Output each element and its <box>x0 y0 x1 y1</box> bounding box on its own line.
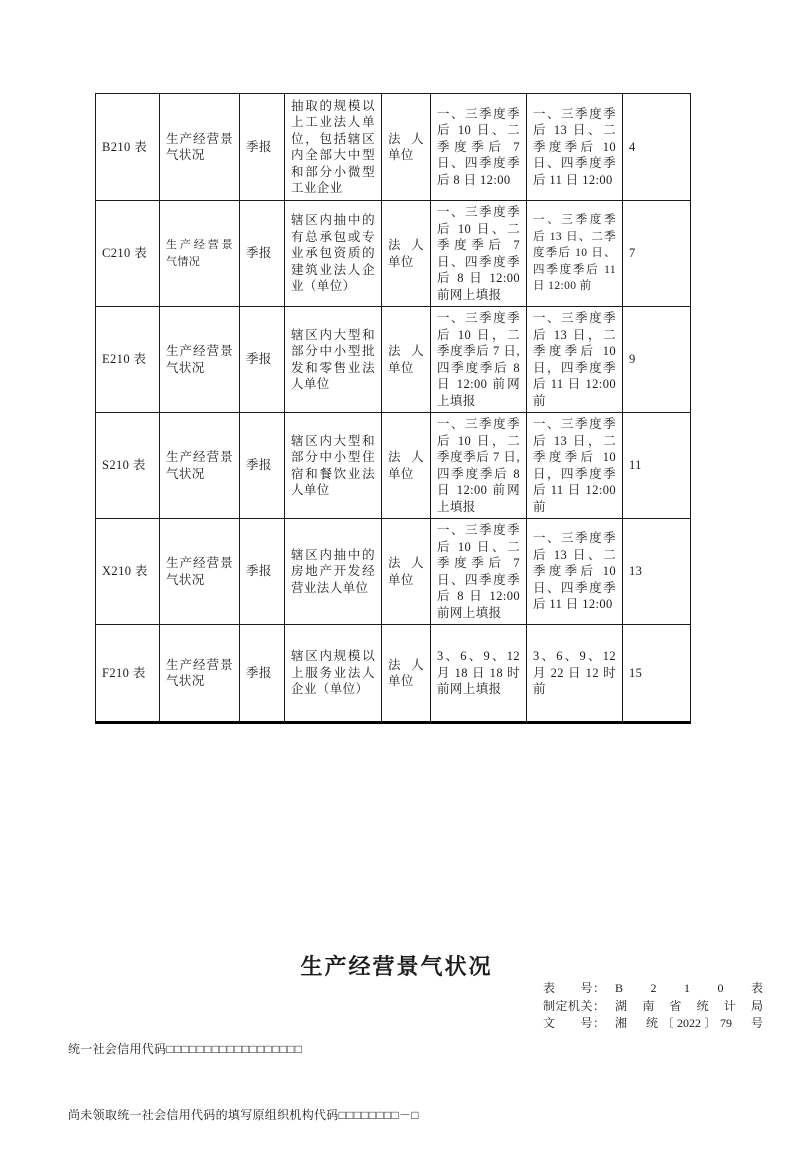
table-row <box>96 625 691 723</box>
cell-scope: 辖区内抽中的有总承包或专业承包资质的建筑业法人企业（单位） <box>285 201 382 307</box>
table-row <box>96 519 691 625</box>
cell-unit: 法人单位 <box>382 94 431 201</box>
cell-page-no: 15 <box>623 625 691 723</box>
document-number-value: 湘 统〔2022〕79 号 <box>615 1016 763 1030</box>
cell-scope: 辖区内大型和部分中小型住宿和餐饮业法人单位 <box>285 413 382 519</box>
cell-scope: 辖区内大型和部分中小型批发和零售业法人单位 <box>285 307 382 413</box>
issuing-agency-label: 制定机关： <box>543 998 605 1013</box>
forms-catalog-table <box>95 93 691 724</box>
form-number-label: 表 号： <box>543 981 605 995</box>
cell-form-name: 生产经营景气状况 <box>160 413 240 519</box>
org-code-line: 尚未领取统一社会信用代码的填写原组织机构代码□□□□□□□□－□ <box>68 1108 419 1122</box>
cell-form-name: 生产经营景气状况 <box>160 94 240 201</box>
cell-page-no: 7 <box>623 201 691 307</box>
form-number-value: B 2 1 0 表 <box>615 981 763 995</box>
cell-report-deadline: 一、三季度季后 10 日、二季度季后 7 日、四季度季后 8 日 12:00 前网上填报 <box>431 201 527 307</box>
cell-form-id: X210 表 <box>96 519 160 625</box>
cell-page-no: 13 <box>623 519 691 625</box>
cell-frequency: 季报 <box>240 625 285 723</box>
cell-accept-deadline: 3、6、9、12 月 22 日 12 时前 <box>527 625 623 723</box>
cell-frequency: 季报 <box>240 307 285 413</box>
cell-form-id: E210 表 <box>96 307 160 413</box>
cell-accept-deadline: 一、三季度季后 13 日，二季度季后 10 日，四季度季后 11 日 12:00 前 <box>527 307 623 413</box>
cell-report-deadline: 一、三季度季后 10 日，二季度季后 7 日,四季度季后 8 日 12:00 前网上填报 <box>431 307 527 413</box>
cell-frequency: 季报 <box>240 94 285 201</box>
unified-credit-code-line: 统一社会信用代码□□□□□□□□□□□□□□□□□□ <box>68 1042 303 1056</box>
cell-accept-deadline: 一、三季度季后 13 日、二季度季后 10 日、四季度季后 11 日 12:00 <box>527 519 623 625</box>
cell-frequency: 季报 <box>240 201 285 307</box>
cell-page-no: 4 <box>623 94 691 201</box>
table-row <box>96 201 691 307</box>
cell-unit: 法人单位 <box>382 413 431 519</box>
cell-form-name: 生产经营景气情况 <box>160 201 240 307</box>
cell-page-no: 11 <box>623 413 691 519</box>
cell-scope: 辖区内抽中的房地产开发经营业法人单位 <box>285 519 382 625</box>
form-title: 生产经营景气状况 <box>300 954 493 979</box>
cell-accept-deadline: 一、三季度季后 13 日、二季度季后 10 日、四季度季后 11 日 12:00 <box>527 94 623 201</box>
cell-form-name: 生产经营景气状况 <box>160 625 240 723</box>
form-number-row <box>543 980 763 998</box>
cell-form-id: F210 表 <box>96 625 160 723</box>
cell-accept-deadline: 一、三季度季后 13 日，二季度季后 10 日，四季度季后 11 日 12:00 前 <box>527 413 623 519</box>
cell-unit: 法人单位 <box>382 519 431 625</box>
cell-unit: 法人单位 <box>382 307 431 413</box>
cell-unit: 法人单位 <box>382 201 431 307</box>
cell-scope: 抽取的规模以上工业法人单位，包括辖区内全部大中型和部分小微型工业企业 <box>285 94 382 201</box>
cell-unit: 法人单位 <box>382 625 431 723</box>
table-row <box>96 413 691 519</box>
cell-form-id: B210 表 <box>96 94 160 201</box>
document-number-label: 文 号： <box>543 1016 605 1030</box>
cell-form-name: 生产经营景气状况 <box>160 307 240 413</box>
cell-page-no: 9 <box>623 307 691 413</box>
cell-scope: 辖区内规模以上服务业法人企业（单位） <box>285 625 382 723</box>
cell-accept-deadline: 一、三季度季后 13 日、二季度季后 10 日、四季度季后 11 日 12:00 前 <box>527 201 623 307</box>
issuing-agency-value: 湖 南 省 统 计 局 <box>615 998 763 1013</box>
cell-report-deadline: 3、6、9、12 月 18 日 18 时前网上填报 <box>431 625 527 723</box>
issuing-agency-row <box>543 998 763 1016</box>
table-row <box>96 307 691 413</box>
document-number-row <box>543 1015 763 1033</box>
cell-report-deadline: 一、三季度季后 10 日、二季度季后 7 日、四季度季后 8 日 12:00 <box>431 94 527 201</box>
cell-form-name: 生产经营景气状况 <box>160 519 240 625</box>
table-row <box>96 94 691 201</box>
cell-form-id: S210 表 <box>96 413 160 519</box>
cell-report-deadline: 一、三季度季后 10 日，二季度季后 7 日,四季度季后 8 日 12:00 前网上填报 <box>431 413 527 519</box>
cell-frequency: 季报 <box>240 519 285 625</box>
code-lines <box>68 994 419 1170</box>
cell-report-deadline: 一、三季度季后 10 日、二季度季后 7 日、四季度季后 8 日 12:00 前网上填报 <box>431 519 527 625</box>
cell-form-id: C210 表 <box>96 201 160 307</box>
cell-frequency: 季报 <box>240 413 285 519</box>
document-meta-block <box>543 980 763 1033</box>
